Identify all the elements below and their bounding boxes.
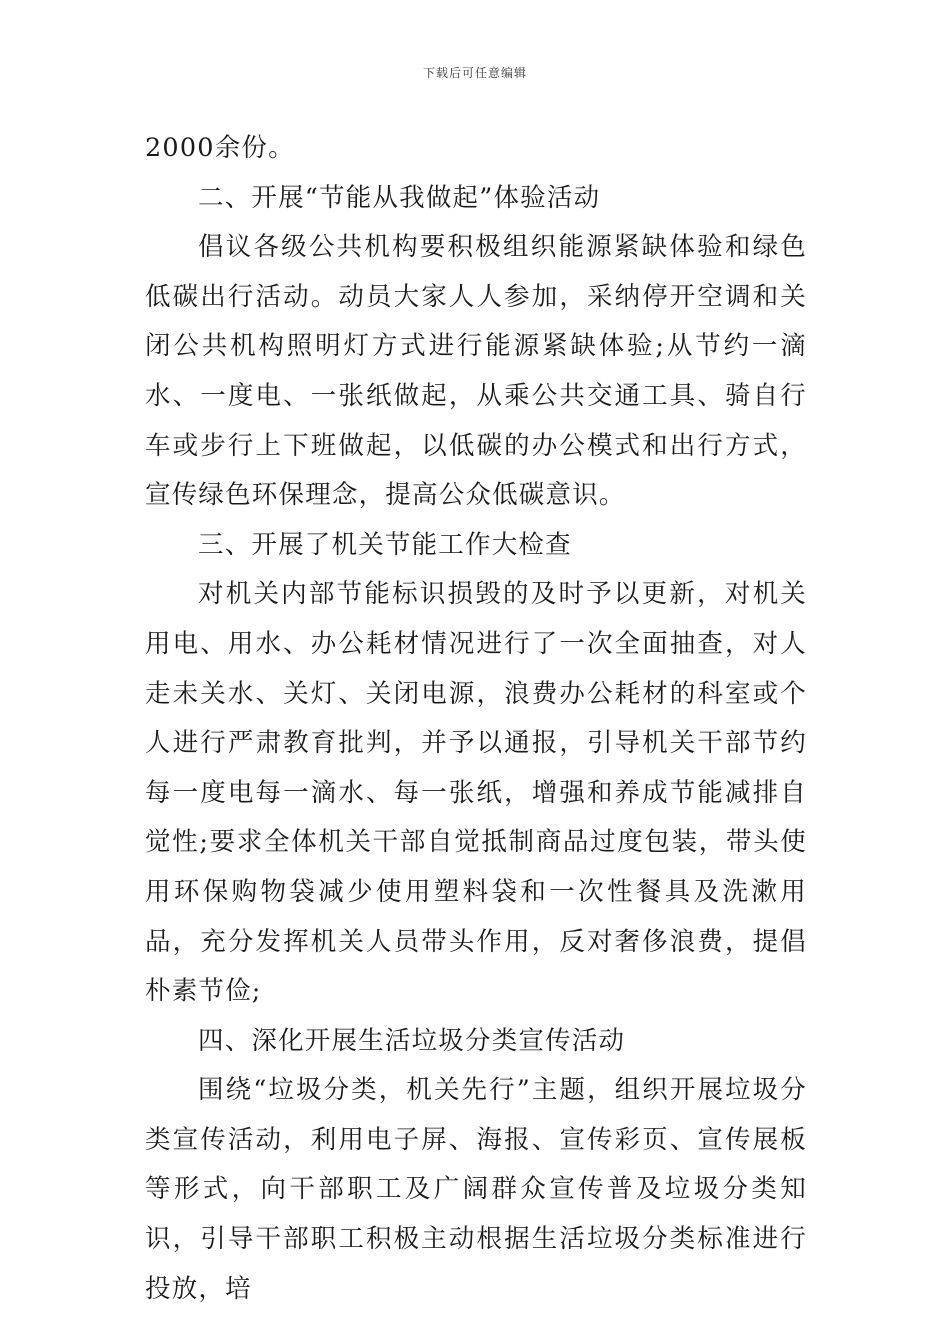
section-heading-2: 二、开展“节能从我做起”体验活动 [198, 182, 601, 213]
document-body [145, 124, 807, 1314]
paragraph-garbage-sorting: 围绕“垃圾分类，机关先行”主题，组织开展垃圾分类宣传活动，利用电子屏、海报、宣传彩页、宣传展板等形式，向干部职工及广阔群众宣传普及垃圾分类知识，引导干部职工积极主动根据生活垃圾分类标准进行投放，培 [145, 1075, 807, 1304]
paragraph-initiative: 倡议各级公共机构要积极组织能源紧缺体验和绿色低碳出行活动。动员大家人人参加，采纳停开空调和关闭公共机构照明灯方式进行能源紧缺体验;从节约一滴水、一度电、一张纸做起，从乘公共交通工具、骑自行车或步行上下班做起，以低碳的办公模式和出行方式，宣传绿色环保理念，提高公众低碳意识。 [145, 232, 807, 511]
section-heading-4: 四、深化开展生活垃圾分类宣传活动 [198, 1025, 626, 1056]
section-heading-3: 三、开展了机关节能工作大检查 [198, 529, 572, 560]
page-header: 下载后可任意编辑 [422, 66, 527, 80]
paragraph-continuation: 2000余份。 [145, 133, 295, 163]
paragraph-inspection: 对机关内部节能标识损毁的及时予以更新，对机关用电、用水、办公耗材情况进行了一次全面抽查，对人走未关水、关灯、关闭电源，浪费办公耗材的科室或个人进行严肃教育批判，并予以通报，引导机关干部节约每一度电每一滴水、每一张纸，增强和养成节能减排自觉性;要求全体机关干部自觉抵制商品过度包装，带头使用环保购物袋减少使用塑料袋和一次性餐具及洗漱用品，充分发挥机关人员带头作用，反对奢侈浪费，提倡朴素节俭; [145, 579, 807, 1007]
